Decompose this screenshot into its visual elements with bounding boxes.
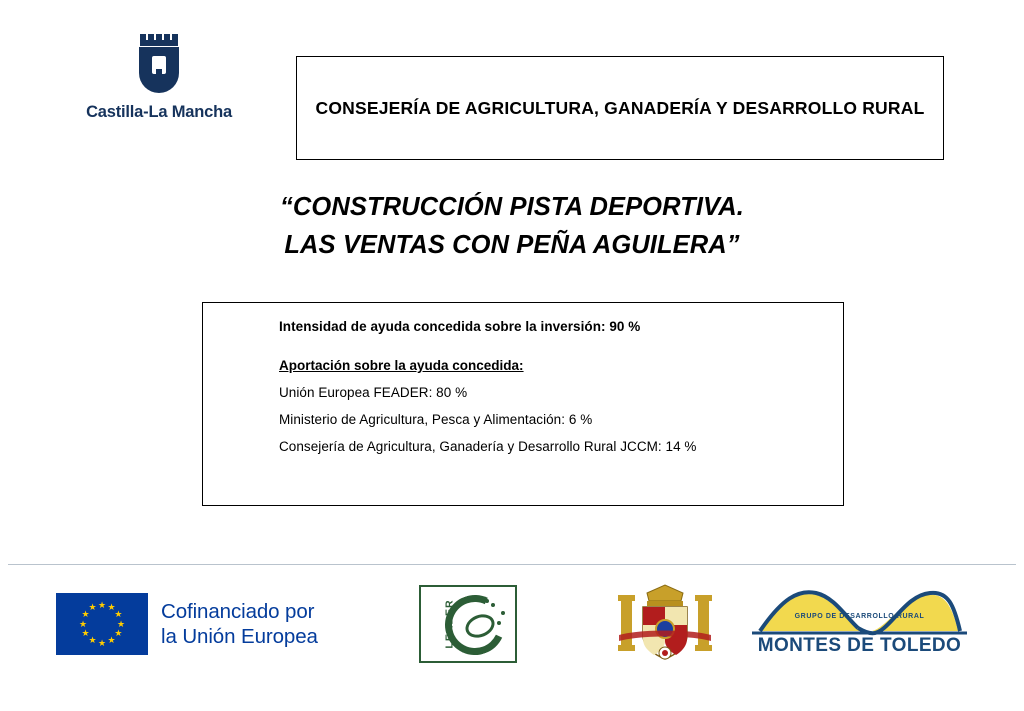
eu-star-icon: ★: [116, 618, 126, 629]
eu-star-icon: ★: [88, 634, 97, 645]
eu-flag-icon: [56, 593, 148, 655]
footer-logos: [0, 575, 1024, 695]
aid-intensity-text: Intensidad de ayuda concedida sobre la inversión: 90 %: [279, 319, 641, 334]
eu-star-icon: ★: [97, 599, 107, 610]
eu-text-line-2: la Unión Europea: [161, 625, 318, 648]
region-name: Castilla-La Mancha: [86, 103, 232, 121]
contribution-item-regional: Consejería de Agricultura, Ganadería y Desarrollo Rural JCCM: 14 %: [279, 439, 697, 454]
project-title-line-2: LAS VENTAS CON PEÑA AGUILERA”: [284, 231, 740, 259]
castilla-la-mancha-shield-icon: [136, 34, 182, 96]
eu-star-icon: ★: [78, 618, 88, 629]
project-title: [0, 188, 1024, 264]
department-box: [296, 56, 944, 160]
eu-star-icon: ★: [97, 637, 107, 648]
spain-coat-of-arms-icon: [617, 583, 713, 665]
eu-star-icon: ★: [81, 628, 90, 638]
eu-star-icon: ★: [81, 609, 90, 619]
eu-star-icon: ★: [107, 634, 116, 645]
eu-star-icon: ★: [114, 609, 123, 619]
eu-star-icon: ★: [107, 602, 116, 613]
leader-label: LEADER: [443, 599, 456, 649]
eu-star-icon: ★: [88, 602, 97, 613]
leader-logo-icon: [419, 585, 517, 663]
eu-text-line-1: Cofinanciado por: [161, 600, 315, 623]
project-title-line-1: “CONSTRUCCIÓN PISTA DEPORTIVA.: [280, 193, 744, 221]
castilla-la-mancha-logo: [74, 34, 244, 122]
montes-de-toledo-logo-icon: [752, 587, 967, 663]
funding-info-box: [202, 302, 844, 506]
page-header: [0, 26, 1024, 166]
department-title: CONSEJERÍA DE AGRICULTURA, GANADERÍA Y DESARROLLO RURAL: [315, 97, 925, 118]
contribution-item-eu: Unión Europea FEADER: 80 %: [279, 385, 468, 400]
montes-group-label: GRUPO DE DESARROLLO RURAL: [794, 613, 925, 620]
contribution-heading: Aportación sobre la ayuda concedida:: [279, 358, 524, 373]
montes-name: MONTES DE TOLEDO: [757, 635, 962, 656]
eu-star-icon: ★: [114, 628, 123, 638]
eu-cofinancing-text: [161, 599, 318, 649]
contribution-item-ministry: Ministerio de Agricultura, Pesca y Alimentación: 6 %: [279, 412, 593, 427]
crown-icon: [140, 34, 178, 46]
eu-cofinancing-logo: [56, 593, 318, 655]
footer-divider: [8, 564, 1016, 565]
